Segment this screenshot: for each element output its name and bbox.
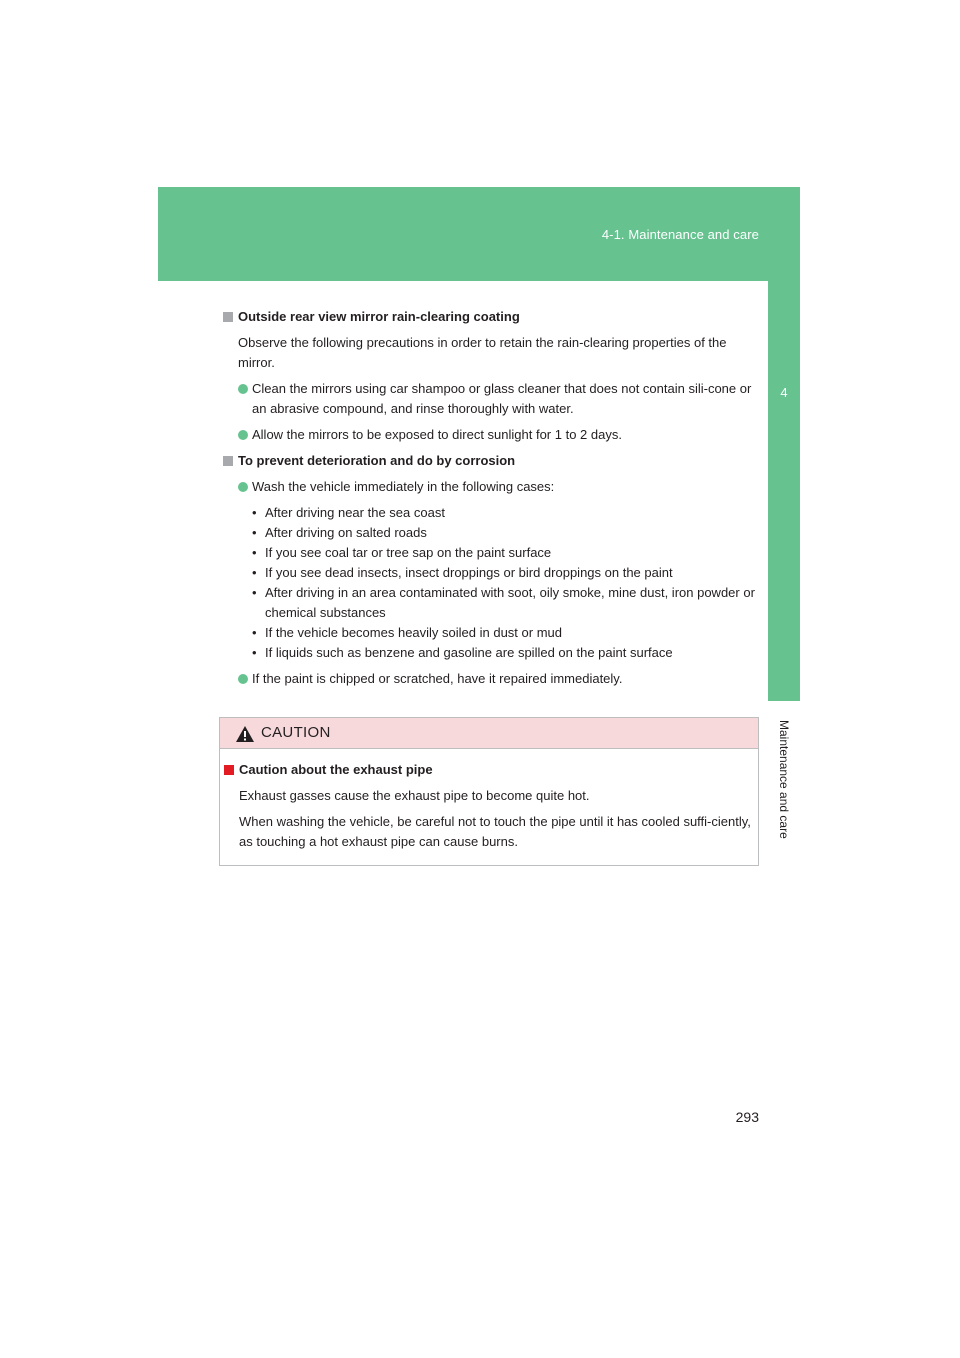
heading-text: Outside rear view mirror rain-clearing coating bbox=[238, 309, 520, 324]
bullet-mark: • bbox=[252, 505, 257, 520]
bullet-mark: • bbox=[252, 545, 257, 560]
caution-heading-text: Caution about the exhaust pipe bbox=[239, 762, 433, 777]
caution-title: CAUTION bbox=[261, 724, 331, 741]
green-dot-icon bbox=[238, 384, 248, 394]
sub-list-item bbox=[223, 503, 758, 523]
bullet-text: Clean the mirrors using car shampoo or glass cleaner that does not contain sili-cone or an abrasive compound, and rinse thoroughly with water. bbox=[252, 381, 752, 416]
caution-heading bbox=[224, 760, 754, 780]
sub-item-text: If the vehicle becomes heavily soiled in dust or mud bbox=[265, 625, 562, 640]
sub-list-item bbox=[223, 543, 758, 563]
bullet-mark: • bbox=[252, 585, 257, 600]
bullet-item bbox=[223, 477, 758, 497]
caution-box bbox=[219, 717, 759, 866]
bullet-text: If the paint is chipped or scratched, have it repaired immediately. bbox=[252, 671, 623, 686]
caution-header bbox=[220, 718, 758, 749]
sub-item-text: If you see coal tar or tree sap on the paint surface bbox=[265, 545, 552, 560]
bullet-item bbox=[223, 379, 758, 419]
sub-item-text: If liquids such as benzene and gasoline are spilled on the paint surface bbox=[265, 645, 673, 660]
bullet-item bbox=[223, 669, 758, 689]
section-heading bbox=[223, 307, 758, 327]
sub-item-text: If you see dead insects, insect droppings or bird droppings on the paint bbox=[265, 565, 673, 580]
bullet-mark: • bbox=[252, 525, 257, 540]
sub-list-item bbox=[223, 643, 758, 663]
sub-item-text: After driving near the sea coast bbox=[265, 505, 445, 520]
bullet-mark: • bbox=[252, 645, 257, 660]
chapter-label bbox=[768, 720, 800, 870]
heading-text: To prevent deterioration and do by corrosion bbox=[238, 453, 516, 468]
bullet-text: Wash the vehicle immediately in the following cases: bbox=[252, 479, 555, 494]
sub-item-text: After driving in an area contaminated with soot, oily smoke, mine dust, iron powder or chemical substances bbox=[265, 585, 755, 620]
header-band bbox=[158, 187, 800, 281]
sub-list-item bbox=[223, 563, 758, 583]
caution-body bbox=[224, 760, 754, 852]
gray-square-icon bbox=[223, 312, 233, 322]
sub-list-item bbox=[223, 583, 758, 623]
red-square-icon bbox=[224, 765, 234, 775]
section-heading bbox=[223, 451, 758, 471]
green-dot-icon bbox=[238, 674, 248, 684]
chapter-label-text: Maintenance and care bbox=[777, 720, 791, 839]
bullet-item bbox=[223, 425, 758, 445]
green-dot-icon bbox=[238, 430, 248, 440]
caution-paragraph: When washing the vehicle, be careful not to touch the pipe until it has cooled suffi-ciently, as touching a hot exhaust pipe can cause burns. bbox=[239, 814, 751, 849]
warning-triangle-icon bbox=[235, 725, 255, 743]
page-number: 293 bbox=[735, 1109, 759, 1125]
chapter-tab bbox=[768, 281, 800, 701]
gray-square-icon bbox=[223, 456, 233, 466]
caution-paragraph: Exhaust gasses cause the exhaust pipe to become quite hot. bbox=[239, 788, 590, 803]
sub-list bbox=[223, 503, 758, 663]
bullet-mark: • bbox=[252, 625, 257, 640]
chapter-number: 4 bbox=[780, 385, 788, 400]
bullet-text: Allow the mirrors to be exposed to direct sunlight for 1 to 2 days. bbox=[252, 427, 622, 442]
sub-item-text: After driving on salted roads bbox=[265, 525, 427, 540]
paragraph: Observe the following precautions in order to retain the rain-clearing properties of the mirror. bbox=[238, 335, 727, 370]
green-dot-icon bbox=[238, 482, 248, 492]
main-content bbox=[223, 307, 758, 689]
sub-list-item bbox=[223, 623, 758, 643]
sub-list-item bbox=[223, 523, 758, 543]
section-title: 4-1. Maintenance and care bbox=[601, 227, 759, 242]
bullet-mark: • bbox=[252, 565, 257, 580]
